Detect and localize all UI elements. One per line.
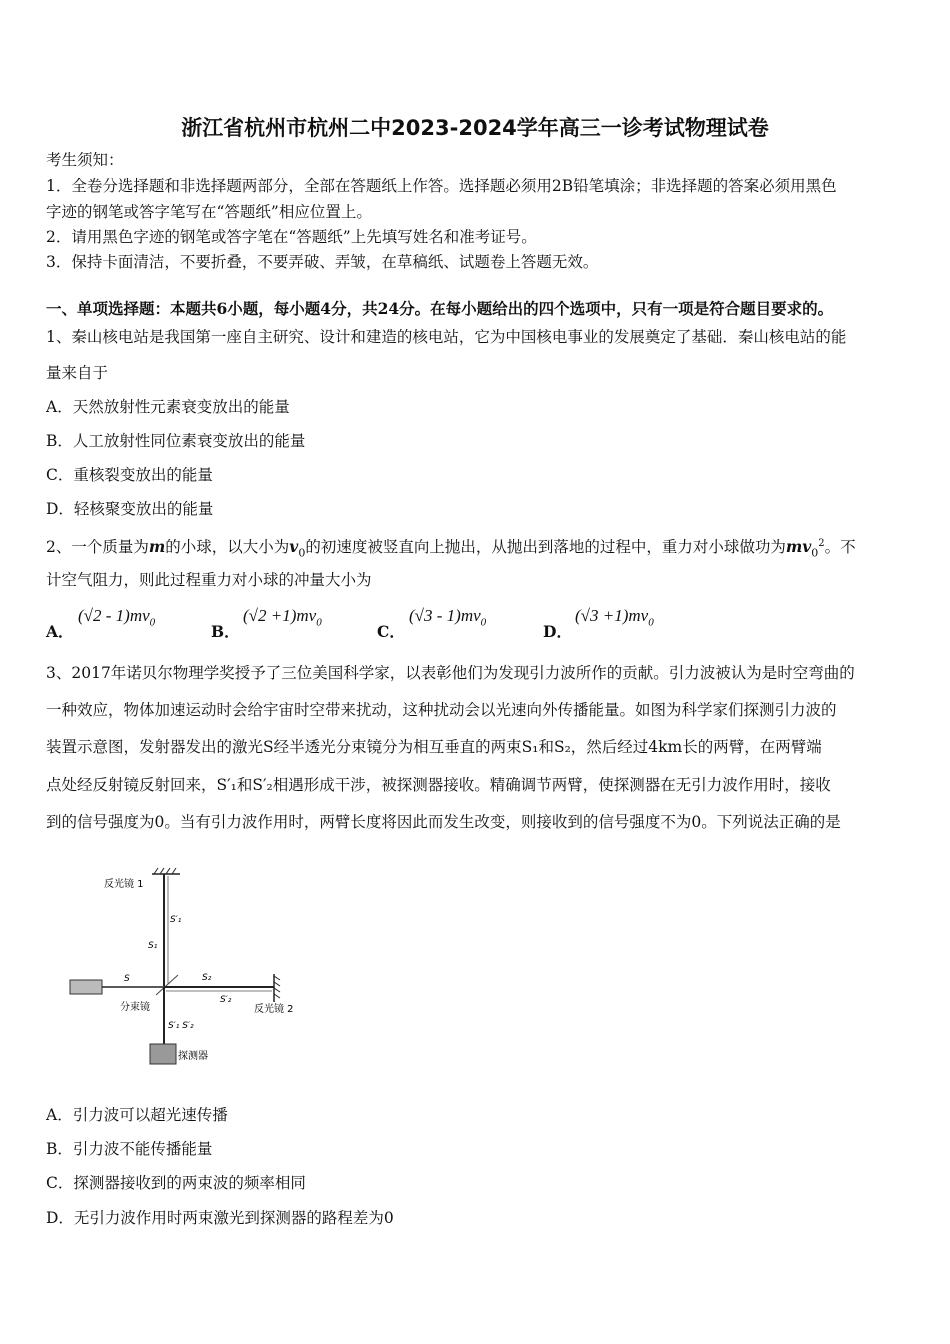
q2-work-sub: 0 [811, 546, 819, 560]
q2-option-a-label: A． [46, 622, 74, 641]
q3-option-c: C．探测器接收到的两束波的频率相同 [46, 1174, 306, 1192]
splitter-label: 分束镜 [120, 1002, 150, 1013]
notice-line-2: 2．请用黑色字迹的钢笔或答字笔在“答题纸”上先填写姓名和准考证号。 [46, 228, 537, 246]
q2-option-b-label: B． [211, 622, 240, 641]
detector-label: 探测器 [178, 1051, 208, 1062]
q1-option-c: C．重核裂变放出的能量 [46, 466, 213, 484]
q3-option-d: D．无引力波作用时两束激光到探测器的路程差为0 [46, 1209, 394, 1227]
mirror-2-label: 反光镜 2 [254, 1004, 294, 1015]
q2-work-symbol: mv [785, 537, 812, 557]
q1-option-d: D．轻核聚变放出的能量 [46, 500, 214, 518]
q3-line-2: 一种效应，物体加速运动时会给宇宙时空带来扰动，这种扰动会以光速向外传播能量。如图为科学家们探测引力波的 [46, 701, 837, 719]
interferometer-diagram [60, 862, 330, 1077]
q2-mass-symbol: m [148, 537, 166, 557]
label-s1: S₁ [148, 941, 158, 951]
q2-stem-end: 。不 [824, 538, 856, 557]
q2-v0-symbol: v [289, 537, 299, 557]
label-s: S [124, 974, 130, 984]
q2-work-sup: 2 [818, 538, 825, 549]
label-s1-prime: S′₁ [170, 915, 182, 925]
q3-line-4: 点处经反射镜反射回来，S′₁和S′₂相遇形成干涉，被探测器接收。精确调节两臂，使探测器在无引力波作用时，接收 [46, 776, 831, 794]
notice-line-1b: 字迹的钢笔或答字笔写在“答题纸”相应位置上。 [46, 203, 372, 221]
notice-line-1a: 1．全卷分选择题和非选择题两部分，全部在答题纸上作答。选择题必须用2B铅笔填涂；非选择题的答案必须用黑色 [46, 177, 837, 195]
q1-option-a: A．天然放射性元素衰变放出的能量 [46, 398, 290, 416]
mirror-1-label: 反光镜 1 [104, 879, 144, 890]
q2-stem-mid: 的小球，以大小为 [165, 538, 290, 557]
page-title: 浙江省杭州市杭州二中2023-2024学年高三一诊考试物理试卷 [181, 116, 769, 140]
q2-stem-a [46, 534, 856, 563]
notice-line-3: 3．保持卡面清洁，不要折叠，不要弄破、弄皱，在草稿纸、试题卷上答题无效。 [46, 253, 599, 271]
notice-heading: 考生须知： [46, 151, 124, 169]
q3-line-1: 3、2017年诺贝尔物理学奖授予了三位美国科学家，以表彰他们为发现引力波所作的贡献。引力波被认为是时空弯曲的 [46, 664, 855, 682]
q2-option-b-expr: $(√2 +1)mv_0$ [243, 606, 322, 629]
laser-source [70, 980, 102, 994]
q2-v0-sub: 0 [298, 546, 306, 560]
q2-stem-b: 计空气阻力，则此过程重力对小球的冲量大小为 [46, 571, 372, 589]
q2-option-c-label: C． [377, 622, 405, 641]
q2-stem-mid2: 的初速度被竖直向上抛出，从抛出到落地的过程中，重力对小球做功为 [305, 538, 786, 557]
q3-option-a: A．引力波可以超光速传播 [46, 1106, 228, 1124]
label-s2-prime: S′₂ [220, 995, 232, 1005]
q3-line-3: 装置示意图，发射器发出的激光S经半透光分束镜分为相互垂直的两束S₁和S₂，然后经过4km长的两臂，在两臂端 [46, 738, 822, 756]
q1-stem-a: 1、秦山核电站是我国第一座自主研究、设计和建造的核电站，它为中国核电事业的发展奠定了基础．秦山核电站的能 [46, 328, 847, 346]
q2-option-c-expr: $(√3 - 1)mv_0$ [409, 606, 487, 629]
detector-box [150, 1044, 176, 1064]
q2-option-d-label: D． [543, 622, 572, 641]
q1-stem-b: 量来自于 [46, 364, 109, 382]
q1-option-b: B．人工放射性同位素衰变放出的能量 [46, 432, 306, 450]
q3-option-b: B．引力波不能传播能量 [46, 1140, 213, 1158]
section-heading: 一、单项选择题：本题共6小题，每小题4分，共24分。在每小题给出的四个选项中，只有一项是符合题目要求的。 [46, 299, 834, 318]
label-s1-s2-prime: S′₁ S′₂ [168, 1021, 194, 1031]
q2-option-d-expr: $(√3 +1)mv_0$ [575, 606, 654, 629]
label-s2: S₂ [202, 973, 212, 983]
q2-option-a-expr: $(√2 - 1)mv_0$ [78, 606, 156, 629]
q3-line-5: 到的信号强度为0。当有引力波作用时，两臂长度将因此而发生改变，则接收到的信号强度不为0。下列说法正确的是 [46, 813, 841, 831]
q2-stem-pre: 2、一个质量为 [46, 538, 149, 557]
beam-splitter-icon [156, 975, 178, 995]
